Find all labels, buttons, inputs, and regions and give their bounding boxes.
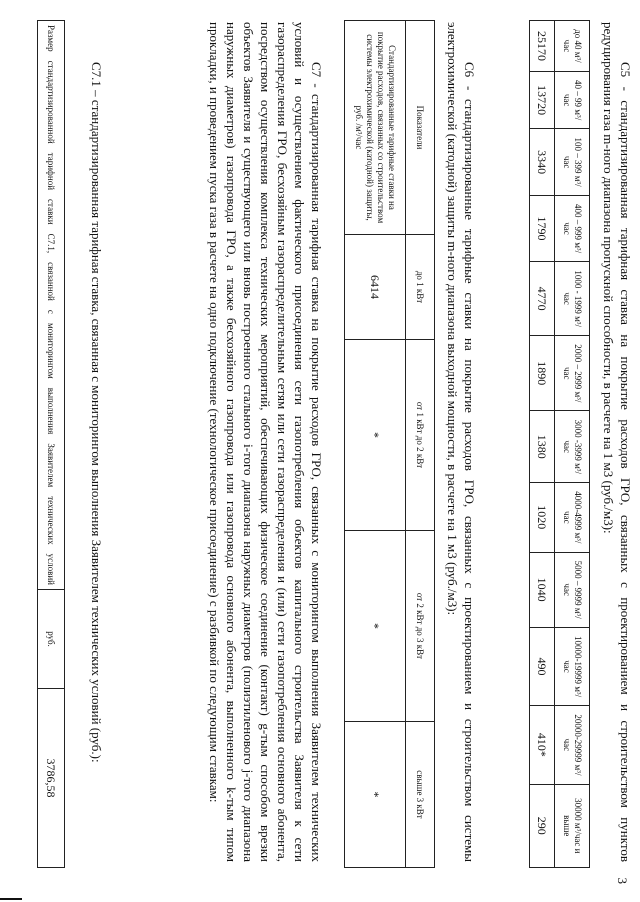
c6-header-row: [406, 21, 435, 868]
scan-edge-mark: [0, 898, 22, 900]
c6-header-cell: свыше 3 кВт: [406, 721, 435, 867]
c5-value-cell: 1020: [530, 483, 555, 552]
c5-header-cell: 30000 м³/час и выше: [555, 784, 590, 867]
c6-value-cell: *: [345, 531, 406, 722]
c5-header-cell: 5000 – 9999 м³/час: [555, 552, 590, 627]
c5-header-cell: 40 – 99 м³/час: [555, 71, 590, 129]
c5-table: [529, 20, 590, 868]
page-number: 3: [615, 877, 630, 884]
c5-value-cell: 1890: [530, 336, 555, 411]
c5-value-cell: 3340: [530, 129, 555, 195]
c6-header-cell: до 1 кВт: [406, 235, 435, 340]
c5-heading: С5 - стандартизированная тарифная ставка на покрытие расходов ГРО, связанных с проектированием и строительством пунктов редуцирования газа m-ного диапазона пропускной способности, в расчете на 1 м3 (руб./м3):: [601, 22, 633, 862]
c5-value-cell: 1380: [530, 411, 555, 483]
c6-heading: С6 - стандартизированные тарифные ставки на покрытие расходов ГРО, связанных с проектированием и строительством системы электрохимической (катодной) защиты m-ного диапазона выходной мощности, в расчете на 1 м3 (руб./м3):: [445, 22, 477, 862]
c5-value-row: [530, 21, 555, 868]
c5-value-cell: 490: [530, 627, 555, 705]
c5-value-cell: 13720: [530, 71, 555, 129]
c5-header-cell: 400 – 999 м³/час: [555, 195, 590, 261]
c6-value-cell: *: [345, 340, 406, 531]
c6-header-cell: Показатели: [406, 21, 435, 235]
c6-table: [344, 20, 435, 868]
c5-header-cell: 4000-4999 м³/час: [555, 483, 590, 552]
c7-heading: С7 - стандартизированная тарифная ставка на покрытие расходов ГРО, связанных с мониторингом выполнения Заявителем технических условий и осуществлением фактического присоединения сети газопотребления объектов капитального строительства Заявителя к сети газораспределения ГРО, бесхозяйным газораспределительным сетям или сети газораспределения и (или) сети газопотребления основного абонента, посредством осуществления комплекса технических мероприятий, обеспечивающих физическое соединение (контакт) g-тым способом врезки объектов Заявителя и существующего или вновь построенного стального i-того диапазона наружных диаметров (полиэтиленового j-того диапазона наружных диаметров) газопровода ГРО, а также бесхозяйного газопровода или газопровода основного абонента, выполненного k-тым типом прокладки, и проведением пуска газа в расчете на одно подключение (технологическое присоединение) с разбивкой по следующим ставкам:: [207, 22, 324, 862]
c5-header-cell: 2000 – 2999 м³/час: [555, 336, 590, 411]
c5-header-row: [555, 21, 590, 868]
c5-header-cell: 1000 - 1999 м³/час: [555, 262, 590, 336]
c5-header-cell: 3000 -3999 м³/час: [555, 411, 590, 483]
c5-value-cell: 4770: [530, 262, 555, 336]
c6-row-label: Стандартизированные тарифные ставки на покрытие расходов, связанных со строительством системы электрохимической (катодной) защиты, руб. /м³/час: [345, 21, 406, 235]
c5-header-cell: 20000-29999 м³/час: [555, 706, 590, 784]
c71-row: [38, 21, 65, 868]
c6-value-cell: 6414: [345, 235, 406, 340]
c6-header-cell: от 1 кВт до 2 кВт: [406, 340, 435, 531]
c5-value-cell: 290: [530, 784, 555, 867]
c71-label: Размер стандартизированной тарифной ставки С7.1, связанной с мониторингом выполнения Заявителем технических условий: [38, 21, 65, 590]
c71-value: 3786,58: [38, 689, 65, 868]
c5-value-cell: 410*: [530, 706, 555, 784]
c5-value-cell: 25170: [530, 21, 555, 72]
c5-value-cell: 1790: [530, 195, 555, 261]
c5-header-cell: 10000-19999 м³/час: [555, 627, 590, 705]
c5-value-cell: 1040: [530, 552, 555, 627]
c5-header-cell: 100 – 399 м³/час: [555, 129, 590, 195]
c5-header-cell: до 40 м³/час: [555, 21, 590, 72]
c71-heading: С7.1 – стандартизированная тарифная ставка, связанная с мониторингом выполнения Заявителем технических условий (руб.):: [89, 62, 104, 763]
c6-value-cell: *: [345, 721, 406, 867]
c6-header-cell: от 2 кВт до 3 кВт: [406, 531, 435, 722]
c6-value-row: [345, 21, 406, 868]
c71-unit: руб.: [38, 590, 65, 689]
c71-table: [37, 20, 65, 868]
